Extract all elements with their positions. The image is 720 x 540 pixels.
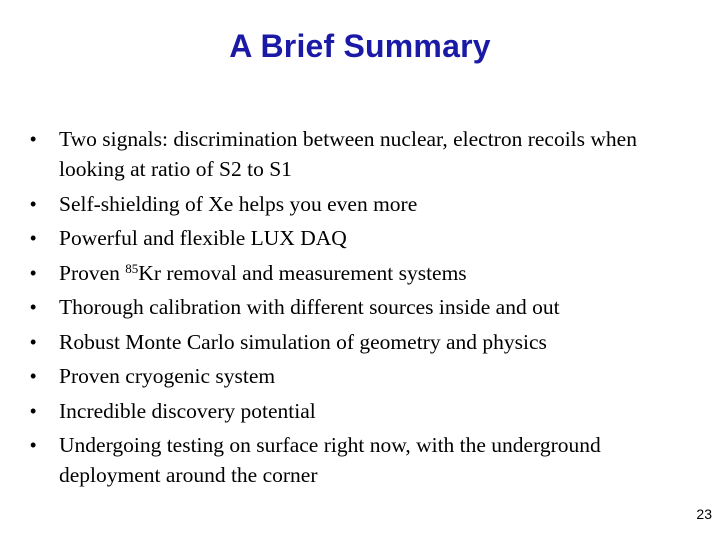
bullet-icon: •: [30, 366, 37, 386]
bullet-item: [30, 327, 690, 357]
bullet-icon: •: [30, 331, 37, 352]
bullet-item: [30, 292, 690, 322]
bullet-icon: •: [30, 262, 37, 283]
bullet-icon: •: [30, 129, 37, 149]
bullet-icon: •: [30, 193, 37, 214]
bullet-text: Robust Monte Carlo simulation of geometry and physics: [59, 329, 547, 354]
bullet-text: Powerful and flexible LUX DAQ: [59, 226, 347, 250]
bullet-text: Self-shielding of Xe helps you even more: [59, 191, 418, 216]
bullet-item: [30, 223, 690, 253]
bullet-item: [30, 258, 690, 288]
bullet-icon: •: [30, 400, 37, 421]
bullet-text-prefix: Proven: [59, 260, 126, 285]
bullet-item: [30, 189, 690, 219]
bullet-item: [30, 361, 690, 391]
bullet-item: [30, 430, 690, 490]
bullet-text: Incredible discovery potential: [59, 398, 316, 423]
bullet-icon: •: [30, 297, 37, 317]
bullet-list: [30, 124, 690, 495]
bullet-text: Thorough calibration with different sources inside and out: [59, 295, 560, 319]
bullet-icon: •: [30, 435, 37, 455]
page-number: 23: [696, 506, 712, 522]
slide-title: A Brief Summary: [229, 28, 491, 64]
bullet-item: [30, 124, 690, 184]
bullet-text: Proven cryogenic system: [59, 364, 276, 388]
bullet-text: Two signals: discrimination between nuclear, electron recoils when looking at ratio of S2 to S1: [59, 127, 637, 181]
bullet-text-suffix: Kr removal and measurement systems: [138, 260, 467, 285]
isotope-superscript: 85: [125, 260, 139, 276]
bullet-text: Undergoing testing on surface right now, with the underground deployment around the corner: [59, 433, 601, 487]
bullet-item: [30, 396, 690, 426]
bullet-icon: •: [30, 228, 37, 248]
